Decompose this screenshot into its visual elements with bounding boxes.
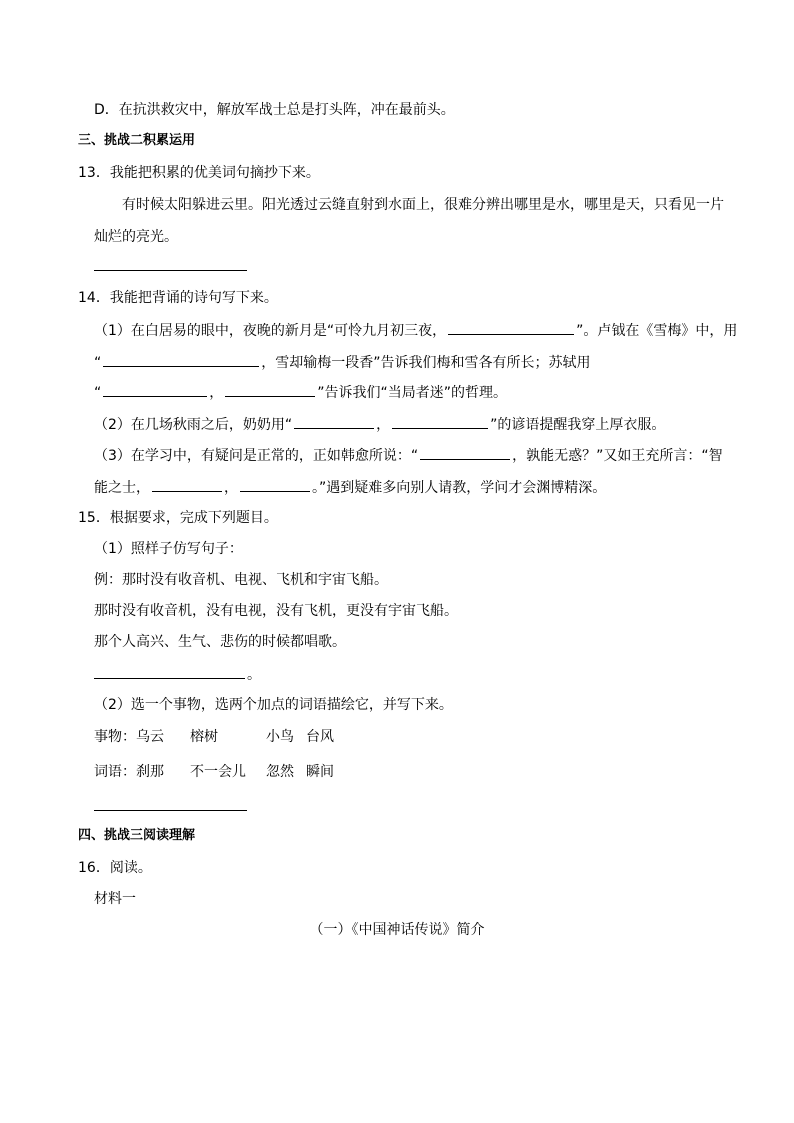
answer-blank[interactable] [225, 382, 315, 397]
q13-answer-line[interactable] [94, 270, 247, 271]
q14-p3-text-e: 。”遇到疑难多向别人请教，学问才会渊博精深。 [312, 480, 607, 496]
q14-p1-line3 [94, 382, 794, 403]
q14-p3-text-d: ， [224, 480, 238, 496]
q14-p3-text-b: ，孰能无惑？”又如王充所言：“智 [512, 448, 723, 464]
q14-p2-text-b: ， [376, 417, 391, 433]
q14-p1-text-e: “ [94, 385, 102, 401]
q16-stem: 16．阅读。 [78, 860, 152, 876]
thing-item: 台风 [306, 729, 334, 745]
q13-passage-line2: 灿烂的亮光。 [94, 229, 178, 245]
answer-blank[interactable] [294, 414, 374, 429]
word-item: 瞬间 [306, 764, 334, 780]
thing-item: 乌云 [136, 729, 164, 745]
q14-p2 [94, 414, 794, 435]
q14-p3-text-c: 能之士， [94, 480, 150, 496]
q14-p1-text-a: （1）在白居易的眼中，夜晚的新月是“可怜九月初三夜， [94, 323, 447, 339]
q14-p2-text-a: （2）在几场秋雨之后，奶奶用“ [94, 417, 293, 433]
word-item: 忽然 [266, 764, 294, 780]
q14-p1-text-c: “ [94, 355, 102, 371]
answer-blank[interactable] [392, 414, 488, 429]
words-label: 词语： [94, 764, 136, 780]
q14-p3-line2 [94, 477, 794, 498]
answer-blank[interactable] [94, 664, 245, 679]
thing-item: 榕树 [190, 729, 218, 745]
q15-p1-title: （1）照样子仿写句子： [94, 541, 243, 557]
q16-material: 材料一 [94, 891, 136, 907]
word-item: 不一会儿 [190, 764, 246, 780]
q14-p1-text-b: ”。卢钺在《雪梅》中，用 [576, 323, 738, 339]
q14-p2-text-c: ”的谚语提醒我穿上厚衣服。 [490, 417, 666, 433]
q13-passage-line1: 有时候太阳躲进云里。阳光透过云缝直射到水面上，很难分辨出哪里是水，哪里是天，只看见一片 [122, 197, 724, 213]
option-d: D．在抗洪救灾中，解放军战士总是打头阵，冲在最前头。 [94, 102, 455, 118]
q14-p1-text-d: ，雪却输梅一段香”告诉我们梅和雪各有所长；苏轼用 [261, 355, 591, 371]
answer-blank[interactable] [103, 352, 259, 367]
q15-example-rewrite: 那时没有收音机，没有电视，没有飞机，更没有宇宙飞船。 [94, 603, 458, 619]
q14-p3-line1 [94, 445, 794, 466]
q14-p1-line1 [94, 320, 794, 341]
q13-stem: 13．我能把积累的优美词句摘抄下来。 [78, 165, 320, 181]
q15-prompt: 那个人高兴、生气、悲伤的时候都唱歌。 [94, 634, 346, 650]
answer-blank[interactable] [420, 445, 510, 460]
q15-stem: 15．根据要求，完成下列题目。 [78, 510, 278, 526]
q15-rewrite-line [94, 664, 794, 685]
q14-stem: 14．我能把背诵的诗句写下来。 [78, 290, 278, 306]
q14-p1-text-f: ， [209, 385, 224, 401]
q15-p2-title: （2）选一个事物，选两个加点的词语描绘它，并写下来。 [94, 697, 453, 713]
word-item: 刹那 [136, 764, 164, 780]
q15-p2-answer-line[interactable] [94, 810, 247, 811]
answer-blank[interactable] [152, 477, 222, 492]
q15-words-row [94, 762, 794, 782]
section3-title: 三、挑战二积累运用 [78, 133, 196, 148]
things-label: 事物： [94, 729, 136, 745]
q14-p1-line2 [94, 352, 794, 373]
q14-p3-text-a: （3）在学习中，有疑问是正常的，正如韩愈所说：“ [94, 448, 419, 464]
q16-subtitle: （一）《中国神话传说》简介 [309, 922, 485, 938]
answer-blank[interactable] [103, 382, 207, 397]
answer-blank[interactable] [240, 477, 310, 492]
q15-period: 。 [247, 667, 261, 683]
q15-example: 例：那时没有收音机、电视、飞机和宇宙飞船。 [94, 572, 388, 588]
answer-blank[interactable] [448, 320, 574, 335]
section4-title: 四、挑战三阅读理解 [78, 828, 196, 843]
thing-item: 小鸟 [266, 729, 294, 745]
q15-things-row [94, 727, 794, 747]
q14-p1-text-g: ”告诉我们“当局者迷”的哲理。 [317, 385, 508, 401]
